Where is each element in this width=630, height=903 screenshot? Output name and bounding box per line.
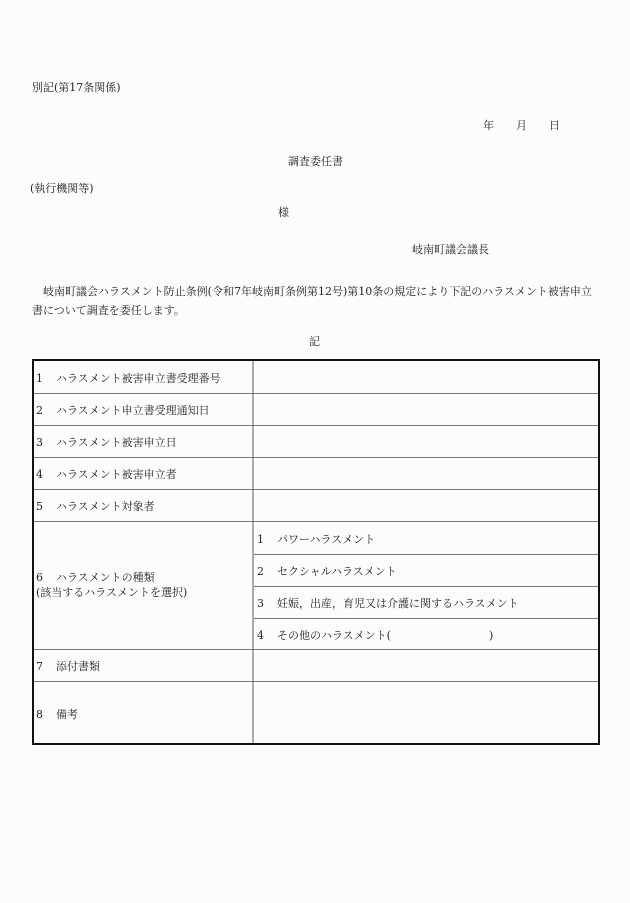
document-title: 調査委任書 bbox=[288, 155, 343, 168]
body-text: 岐南町議会ハラスメント防止条例(令和7年岐南町条例第12号)第10条の規定により下記のハラスメント被害申立書について調査を委任します。 bbox=[32, 285, 592, 317]
row-label: 8 備考 bbox=[36, 708, 78, 721]
month-label: 月 bbox=[516, 119, 527, 132]
date-line bbox=[483, 119, 560, 133]
table-row bbox=[34, 681, 598, 744]
table-row bbox=[34, 649, 598, 682]
table-row bbox=[34, 393, 598, 426]
table-row bbox=[34, 425, 598, 458]
table-row bbox=[34, 361, 598, 393]
table-row bbox=[34, 457, 598, 490]
complaint-date-field[interactable] bbox=[254, 426, 598, 458]
day-label: 日 bbox=[549, 119, 560, 132]
form-reference: 別記(第17条関係) bbox=[32, 81, 121, 94]
form-table bbox=[32, 359, 600, 745]
row-label: 1 ハラスメント被害申立書受理番号 bbox=[36, 372, 221, 385]
row-label: 3 ハラスメント被害申立日 bbox=[36, 436, 177, 449]
remarks-field[interactable] bbox=[254, 682, 598, 744]
table-row bbox=[34, 489, 598, 522]
subject-person-field[interactable] bbox=[254, 490, 598, 522]
row-label: 6 ハラスメントの種類 (該当するハラスメントを選択) bbox=[36, 571, 188, 599]
harassment-option[interactable]: 3 妊娠，出産，育児又は介護に関するハラスメント bbox=[254, 586, 598, 619]
row-label: 7 添付書類 bbox=[36, 660, 100, 673]
issuer: 岐南町議会議長 bbox=[412, 243, 489, 256]
attachments-field[interactable] bbox=[254, 650, 598, 682]
receipt-number-field[interactable] bbox=[254, 361, 598, 393]
row-label: 4 ハラスメント被害申立者 bbox=[36, 468, 177, 481]
row-label: 2 ハラスメント申立書受理通知日 bbox=[36, 404, 210, 417]
table-row bbox=[34, 521, 598, 650]
harassment-option[interactable]: 1 パワーハラスメント bbox=[257, 533, 376, 546]
harassment-option[interactable]: 2 セクシャルハラスメント bbox=[254, 554, 598, 587]
recipient: (執行機関等) bbox=[30, 182, 94, 195]
row-sublabel: (該当するハラスメントを選択) bbox=[36, 586, 188, 599]
row-label: 5 ハラスメント対象者 bbox=[36, 500, 155, 513]
harassment-option[interactable]: 4 その他のハラスメント( ) bbox=[254, 618, 598, 651]
honorific: 様 bbox=[278, 206, 289, 219]
receipt-notice-date-field[interactable] bbox=[254, 394, 598, 426]
ki-heading: 記 bbox=[309, 335, 320, 348]
year-label: 年 bbox=[483, 119, 494, 132]
complainant-field[interactable] bbox=[254, 458, 598, 490]
